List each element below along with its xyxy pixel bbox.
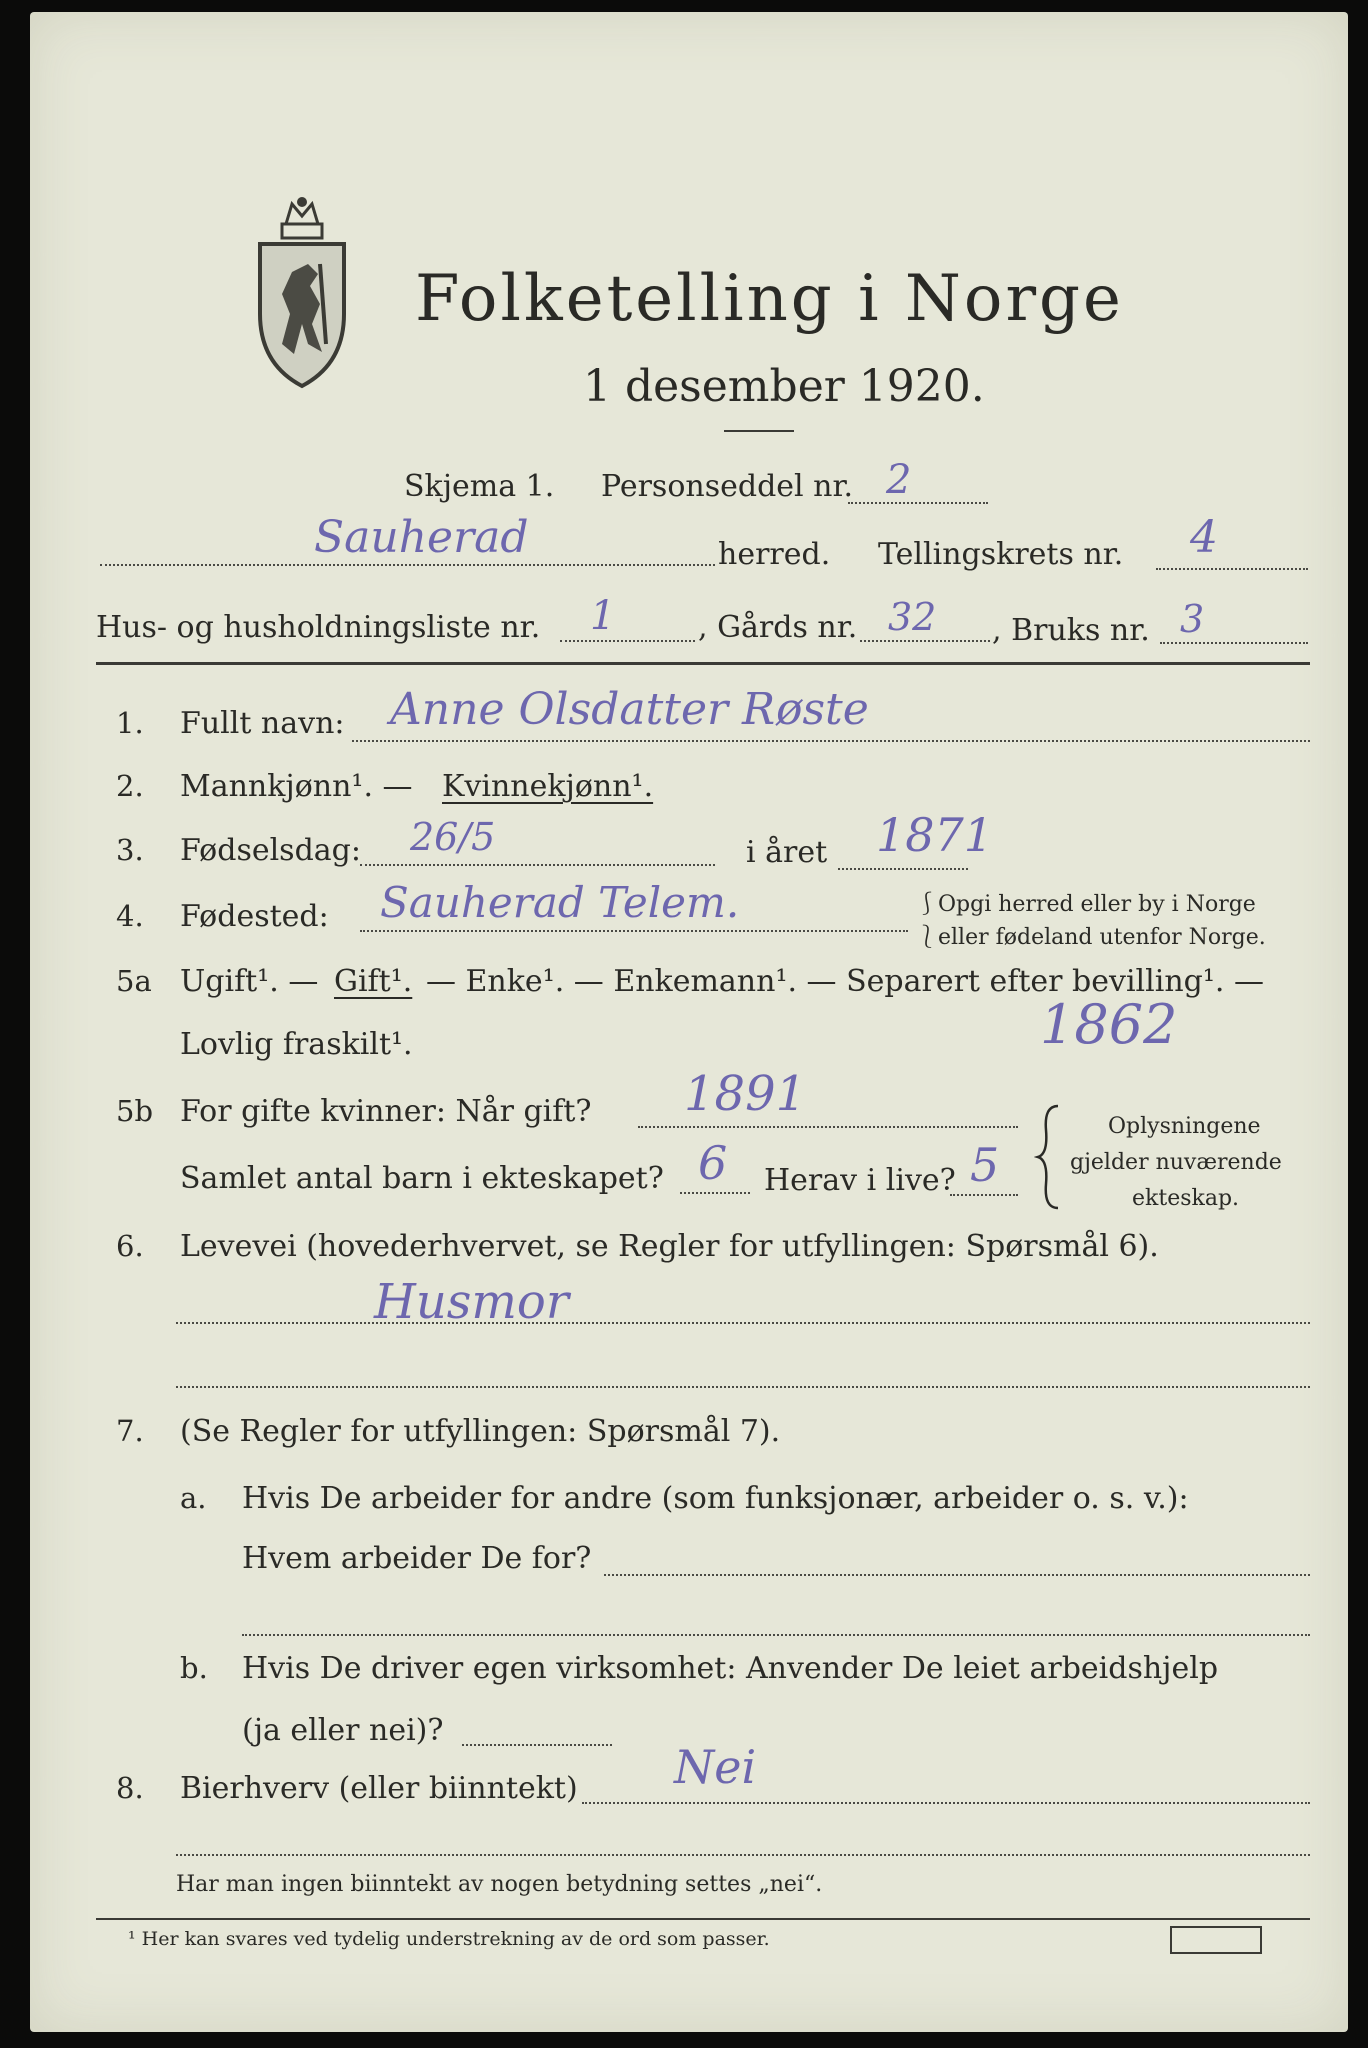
q5b-note-line2: gjelder nuværende xyxy=(1070,1150,1282,1175)
q4-number: 4. xyxy=(116,899,144,933)
census-date: 1 desember 1920. xyxy=(583,361,985,412)
q8-line2 xyxy=(176,1854,1310,1856)
husliste-label: Hus- og husholdningsliste nr. xyxy=(96,610,541,645)
q3-year-line xyxy=(838,868,968,870)
header-divider xyxy=(96,662,1310,665)
q7b-line1: Hvis De driver egen virksomhet: Anvender De leiet arbeidshjelp xyxy=(242,1651,1219,1686)
personseddel-value[interactable]: 2 xyxy=(886,457,912,503)
q5b-note-line3: ekteskap. xyxy=(1132,1186,1240,1211)
q8-label: Bierhverv (eller biinntekt) xyxy=(180,1771,578,1806)
q7a-line1: Hvis De arbeider for andre (som funksjonær, arbeider o. s. v.): xyxy=(242,1481,1189,1516)
tellingskrets-line xyxy=(1156,568,1308,570)
q5b-married-line xyxy=(638,1126,1018,1128)
q5b-alive-line xyxy=(950,1194,1018,1196)
q7-label: (Se Regler for utfyllingen: Spørsmål 7). xyxy=(180,1414,781,1449)
bruks-line xyxy=(1160,642,1308,644)
tellingskrets-label: Tellingskrets nr. xyxy=(878,537,1124,572)
q5b-note-line1: Oplysningene xyxy=(1108,1114,1261,1139)
printer-stamp xyxy=(1170,1926,1262,1954)
q3-line xyxy=(360,864,715,866)
q5b-alive-value[interactable]: 5 xyxy=(970,1138,1000,1192)
gards-label: , Gårds nr. xyxy=(698,610,858,645)
q5b-children-label: Samlet antal barn i ekteskapet? xyxy=(180,1161,664,1196)
q5a-ugift: Ugift¹. — xyxy=(180,964,319,999)
q6-number: 6. xyxy=(116,1229,144,1263)
bruks-value[interactable]: 3 xyxy=(1180,597,1205,641)
footer-divider xyxy=(96,1918,1310,1920)
q5a-fraskilt: Lovlig fraskilt¹. xyxy=(180,1027,413,1062)
herred-line xyxy=(100,564,715,566)
q8-line xyxy=(582,1802,1310,1804)
q7a-answer-line2 xyxy=(242,1634,1310,1636)
q6-line2 xyxy=(176,1386,1310,1388)
q7b-line2: (ja eller nei)? xyxy=(242,1713,444,1748)
q4-label: Fødested: xyxy=(180,899,329,934)
q2-male: Mannkjønn¹. — xyxy=(180,769,413,804)
q6-value[interactable]: Husmor xyxy=(374,1274,569,1330)
q4-note-line1: ⎰Opgi herred eller by i Norge xyxy=(916,892,1256,917)
q5b-brace-icon xyxy=(1034,1102,1064,1212)
q4-value[interactable]: Sauherad Telem. xyxy=(380,878,740,927)
q2-number: 2. xyxy=(116,769,144,803)
census-form-paper xyxy=(30,12,1348,2032)
q5b-label-married: For gifte kvinner: Når gift? xyxy=(180,1094,592,1129)
q5b-number: 5b xyxy=(116,1094,154,1128)
skjema-label: Skjema 1. xyxy=(404,469,555,504)
q3-year-label: i året xyxy=(746,835,828,870)
q5a-number: 5a xyxy=(116,964,152,998)
page-title: Folketelling i Norge xyxy=(415,262,1124,336)
q1-line xyxy=(352,740,1310,742)
coat-of-arms-icon xyxy=(252,194,352,394)
q7a-answer-line1 xyxy=(604,1574,1310,1576)
q1-value[interactable]: Anne Olsdatter Røste xyxy=(390,684,869,735)
husliste-line xyxy=(560,640,695,642)
q5b-married-value[interactable]: 1891 xyxy=(684,1066,807,1122)
q5b-alive-label: Herav i live? xyxy=(764,1163,956,1198)
q7a-number: a. xyxy=(180,1481,207,1515)
q7b-number: b. xyxy=(180,1651,208,1685)
q5b-children-line xyxy=(680,1192,750,1194)
gards-value[interactable]: 32 xyxy=(888,595,937,639)
q3-year-value[interactable]: 1871 xyxy=(876,808,994,862)
herred-value[interactable]: Sauherad xyxy=(314,512,529,563)
bottom-note: Har man ingen biinntekt av nogen betydning settes „nei“. xyxy=(176,1872,823,1897)
q1-number: 1. xyxy=(116,706,144,740)
q7-number: 7. xyxy=(116,1414,144,1448)
herred-label: herred. xyxy=(718,537,831,572)
q8-value[interactable]: Nei xyxy=(674,1740,757,1794)
q7a-line2: Hvem arbeider De for? xyxy=(242,1541,592,1576)
q3-value[interactable]: 26/5 xyxy=(410,815,496,859)
q3-label: Fødselsdag: xyxy=(180,833,361,868)
q7b-answer-line xyxy=(462,1744,612,1746)
q8-number: 8. xyxy=(116,1771,144,1805)
q5a-gift[interactable]: Gift¹. xyxy=(334,964,413,999)
husliste-value[interactable]: 1 xyxy=(590,593,616,639)
q4-line xyxy=(360,930,908,932)
gards-line xyxy=(860,640,990,642)
q6-label: Levevei (hovederhvervet, se Regler for utfyllingen: Spørsmål 6). xyxy=(180,1229,1159,1264)
title-divider xyxy=(724,430,794,432)
footnote: ¹ Her kan svares ved tydelig understrekning av de ord som passer. xyxy=(128,1928,770,1950)
q6-line1 xyxy=(176,1322,1310,1324)
q5a-extra-year: 1862 xyxy=(1040,993,1178,1056)
q5b-children-value[interactable]: 6 xyxy=(698,1136,728,1190)
q3-number: 3. xyxy=(116,833,144,867)
personseddel-line xyxy=(848,502,988,504)
q2-female[interactable]: Kvinnekjønn¹. xyxy=(442,769,654,804)
q4-note-line2: ⎱eller fødeland utenfor Norge. xyxy=(916,925,1266,950)
bruks-label: , Bruks nr. xyxy=(992,613,1150,648)
q1-label: Fullt navn: xyxy=(180,706,345,741)
tellingskrets-value[interactable]: 4 xyxy=(1190,512,1218,563)
q5a-rest: — Enke¹. — Enkemann¹. — Separert efter bevilling¹. — xyxy=(426,964,1264,999)
personseddel-label: Personseddel nr. xyxy=(601,469,854,504)
